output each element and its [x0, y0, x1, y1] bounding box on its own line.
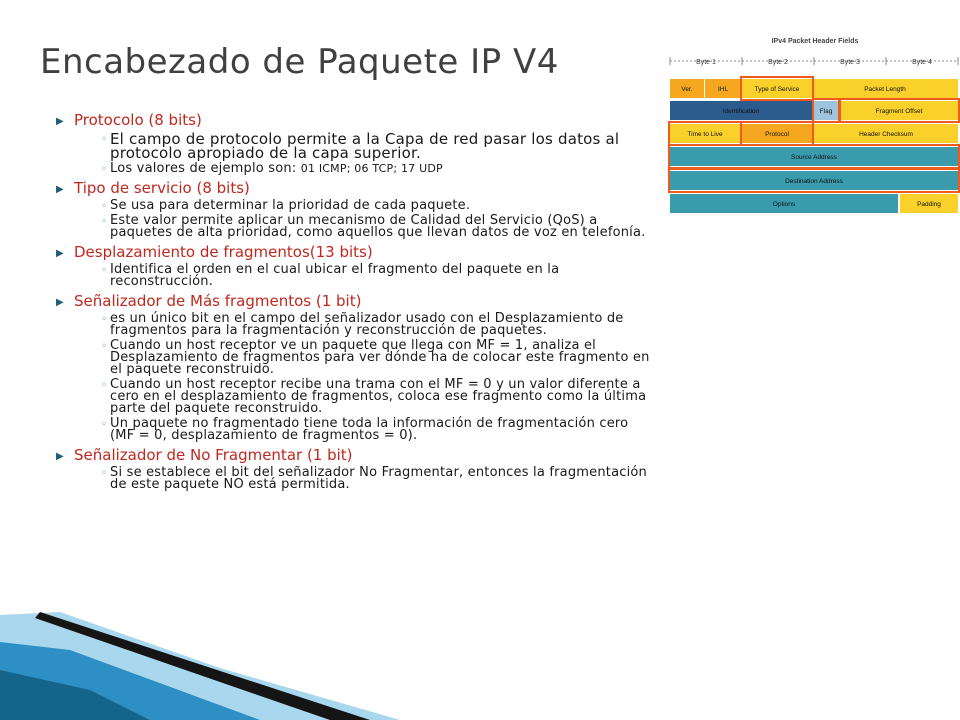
field-label: Type of Service: [754, 86, 800, 93]
field-label: Packet Length: [864, 86, 906, 93]
byte-label: Byte 3: [840, 59, 860, 66]
field-label: Ver.: [681, 86, 693, 93]
protocol-values: 01 ICMP; 06 TCP; 17 UDP: [300, 162, 443, 175]
decor-blue-wave: [0, 642, 260, 720]
byte-label: Byte 2: [768, 59, 788, 66]
ipv4-header-diagram: [664, 30, 960, 220]
section-heading: Desplazamiento de fragmentos(13 bits): [74, 243, 373, 261]
arrow-bullet-icon: ▶: [56, 451, 64, 462]
list-item: ◦ Este valor permite aplicar un mecanismo de Calidad del Servicio (QoS) a paquetes de alta prioridad, como aquellos que llevan datos de voz en telefonía.: [101, 213, 646, 240]
list-item: ◦ Un paquete no fragmentado tiene toda la información de fragmentación cero (MF = 0, desplazamiento de fragmentos = 0).: [101, 416, 629, 443]
field-label: Header Checksum: [859, 131, 913, 138]
list-item: ◦ es un único bit en el campo del señalizador usado con el Desplazamiento de fragmentos para la fragmentación y reconstrucción de paquetes.: [101, 311, 624, 338]
circle-bullet-icon: ◦: [101, 265, 108, 276]
section-mas-fragmentos: [56, 293, 656, 442]
section-protocolo: [56, 112, 656, 175]
list-item: ◦ Cuando un host receptor recibe una trama con el MF = 0 y un valor diferente a cero en el desplazamiento de fragmentos, coloca ese fragmento como la última parte del paquete reconstruido.: [101, 377, 647, 416]
arrow-bullet-icon: ▶: [56, 116, 64, 127]
decor-black-stripe: [35, 612, 370, 720]
field-label: Fragment Offset: [875, 108, 923, 115]
field-label: Protocol: [765, 131, 789, 138]
field-label: Padding: [917, 201, 941, 208]
diagram-title: IPv4 Packet Header Fields: [771, 38, 859, 45]
field-label: Options: [772, 201, 796, 208]
circle-bullet-icon: ◦: [101, 164, 108, 175]
section-no-fragmentar: [56, 447, 656, 491]
list-item: ◦ Cuando un host receptor ve un paquete que llega con MF = 1, analiza el Desplazamiento de fragmentos para ver dónde ha de colocar este fragmento en el paquete reconstruido.: [101, 338, 650, 377]
list-item: [74, 163, 656, 175]
field-label: Destination Address: [785, 178, 843, 185]
circle-bullet-icon: ◦: [101, 314, 108, 325]
circle-bullet-icon: ◦: [101, 341, 108, 352]
arrow-bullet-icon: ▶: [56, 297, 64, 308]
list-item: ◦ Identifica el orden en el cual ubicar el fragmento del paquete en la reconstrucción.: [101, 262, 560, 289]
section-tipo-servicio: [56, 180, 656, 239]
list-item: ◦ Si se establece el bit del señalizador No Fragmentar, entonces la fragmentación de este paquete NO está permitida.: [101, 465, 647, 492]
circle-bullet-icon: ◦: [101, 201, 108, 212]
section-heading: Tipo de servicio (8 bits): [74, 179, 250, 197]
field-label: Source Address: [791, 154, 837, 161]
field-label: IHL: [717, 86, 729, 93]
content-list: [56, 112, 656, 496]
circle-bullet-icon: ◦: [101, 380, 108, 391]
section-desplazamiento: [56, 244, 656, 288]
byte-label: Byte 1: [696, 59, 716, 66]
section-heading: Señalizador de Más fragmentos (1 bit): [74, 292, 362, 310]
circle-bullet-icon: ◦: [101, 419, 108, 430]
decor-light-wave: [0, 612, 400, 720]
list-item: ◦ Se usa para determinar la prioridad de cada paquete.: [101, 198, 471, 213]
section-heading: Señalizador de No Fragmentar (1 bit): [74, 446, 353, 464]
list-item: ◦ El campo de protocolo permite a la Capa de red pasar los datos al protocolo apropiado de la capa superior.: [101, 130, 620, 162]
byte-label: Byte 4: [912, 59, 932, 66]
circle-bullet-icon: ◦: [101, 468, 108, 479]
decor-dark-wave: [0, 670, 150, 720]
field-label: Time to Live: [687, 131, 723, 138]
circle-bullet-icon: ◦: [101, 216, 108, 227]
item-text: Los valores de ejemplo son:: [110, 161, 301, 176]
arrow-bullet-icon: ▶: [56, 184, 64, 195]
arrow-bullet-icon: ▶: [56, 248, 64, 259]
field-label: Identification: [722, 108, 760, 115]
circle-bullet-icon: ◦: [101, 134, 108, 145]
field-label: Flag: [819, 108, 833, 115]
section-heading: Protocolo (8 bits): [74, 111, 202, 129]
page-title: Encabezado de Paquete IP V4: [40, 42, 559, 82]
